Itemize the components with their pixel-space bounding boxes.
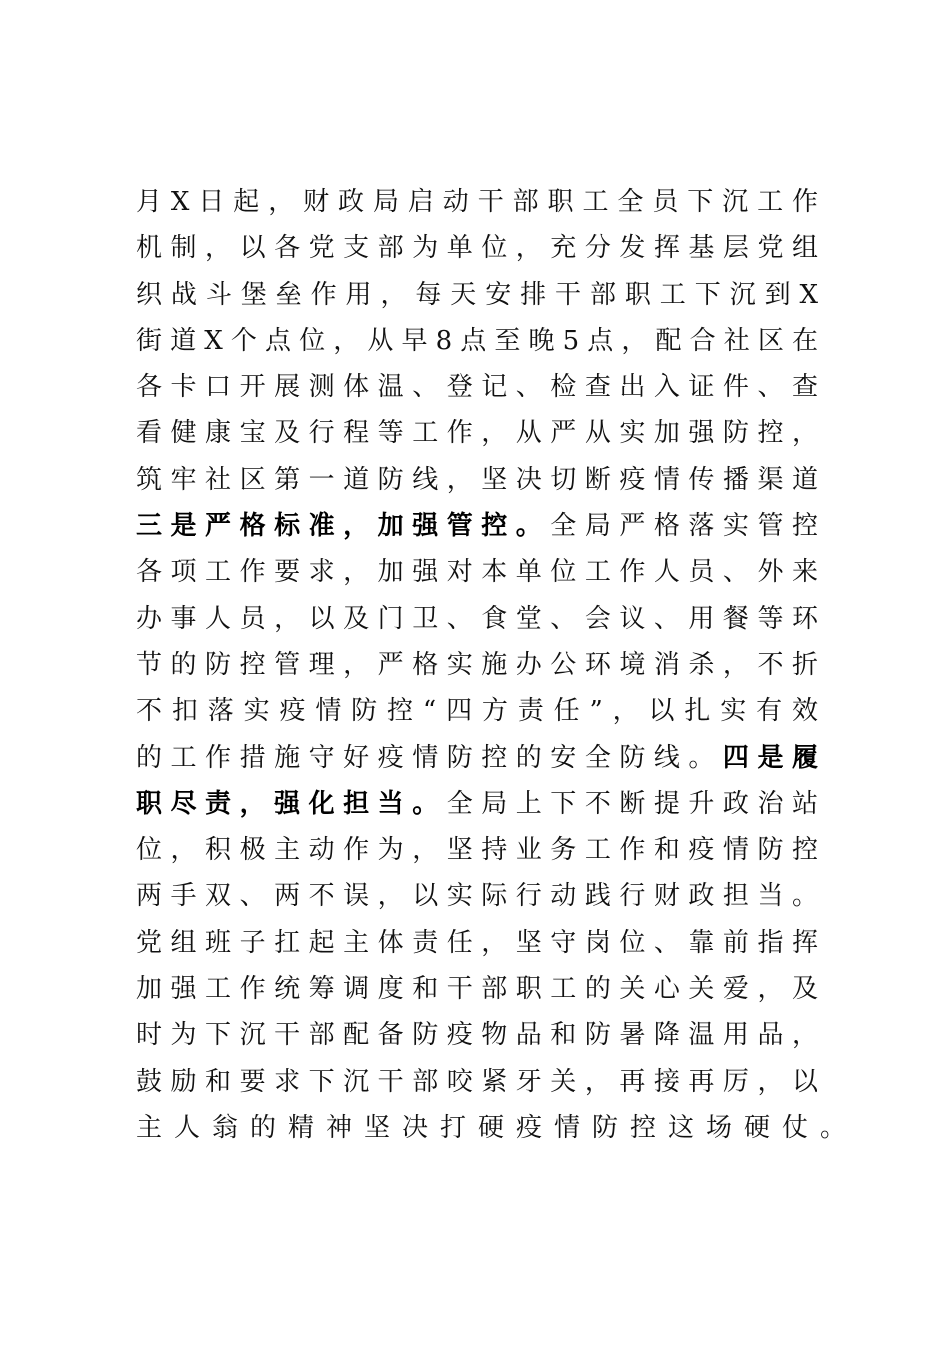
body-text-run: 筑牢社区第一道防线，坚决切断疫情传播渠道 [136,464,818,495]
text-line [136,1105,859,1151]
text-line [136,966,818,1012]
text-line [136,503,818,549]
body-text-run: 党组班子扛起主体责任，坚守岗位、靠前指挥 [136,927,818,958]
text-line [136,827,818,873]
body-text-run: 看健康宝及行程等工作，从严从实加强防控， [136,418,818,449]
body-text-run: 街道X个点位，从早8点至晚5点，配合社区在 [136,325,818,356]
bold-heading-text: 四是履 [722,742,818,773]
body-text-run: 位，积极主动作为，坚持业务工作和疫情防控 [136,835,818,866]
text-line [136,410,818,456]
body-text-run: 节的防控管理，严格实施办公环境消杀，不折 [136,649,818,680]
body-text-run: 的工作措施守好疫情防控的安全防线。 [136,742,723,773]
body-text-run: 主人翁的精神坚决打硬疫情防控这场硬仗。 [136,1112,859,1143]
text-line [136,596,818,642]
body-text-run: 加强工作统筹调度和干部职工的关心关爱，及 [136,974,818,1005]
text-line [136,920,818,966]
bold-heading-text: 职尽责，强化担当。 [136,788,447,819]
body-text-run: 鼓励和要求下沉干部咬紧牙关，再接再厉，以 [136,1066,818,1097]
text-line [136,1059,818,1105]
body-text-run: 不扣落实疫情防控“四方责任”，以扎实有效 [136,696,818,727]
text-line [136,781,818,827]
body-text-run: 办事人员，以及门卫、食堂、会议、用餐等环 [136,603,818,634]
body-text [136,179,859,1151]
body-text-run: 织战斗堡垒作用，每天安排干部职工下沉到X [136,279,818,310]
text-line [136,364,818,410]
text-line [136,688,818,734]
text-line [136,549,818,595]
body-text-run: 各项工作要求，加强对本单位工作人员、外来 [136,557,818,588]
body-text-run: 全局上下不断提升政治站 [446,788,818,819]
text-line [136,735,818,781]
text-line [136,225,818,271]
text-line [136,272,818,318]
bold-heading-text: 三是严格标准，加强管控。 [136,511,551,542]
text-line [136,179,818,225]
text-line [136,1012,818,1058]
text-line [136,457,818,503]
body-text-run: 全局严格落实管控 [550,511,818,542]
body-text-run: 两手双、两不误，以实际行动践行财政担当。 [136,881,818,912]
text-line [136,873,818,919]
body-text-run: 月X日起，财政局启动干部职工全员下沉工作 [136,187,818,217]
text-line [136,318,818,364]
text-line [136,642,818,688]
body-text-run: 时为下沉干部配备防疫物品和防暑降温用品， [136,1020,818,1051]
body-text-run: 各卡口开展测体温、登记、检查出入证件、查 [136,372,818,403]
body-text-run: 机制，以各党支部为单位，充分发挥基层党组 [136,233,818,264]
